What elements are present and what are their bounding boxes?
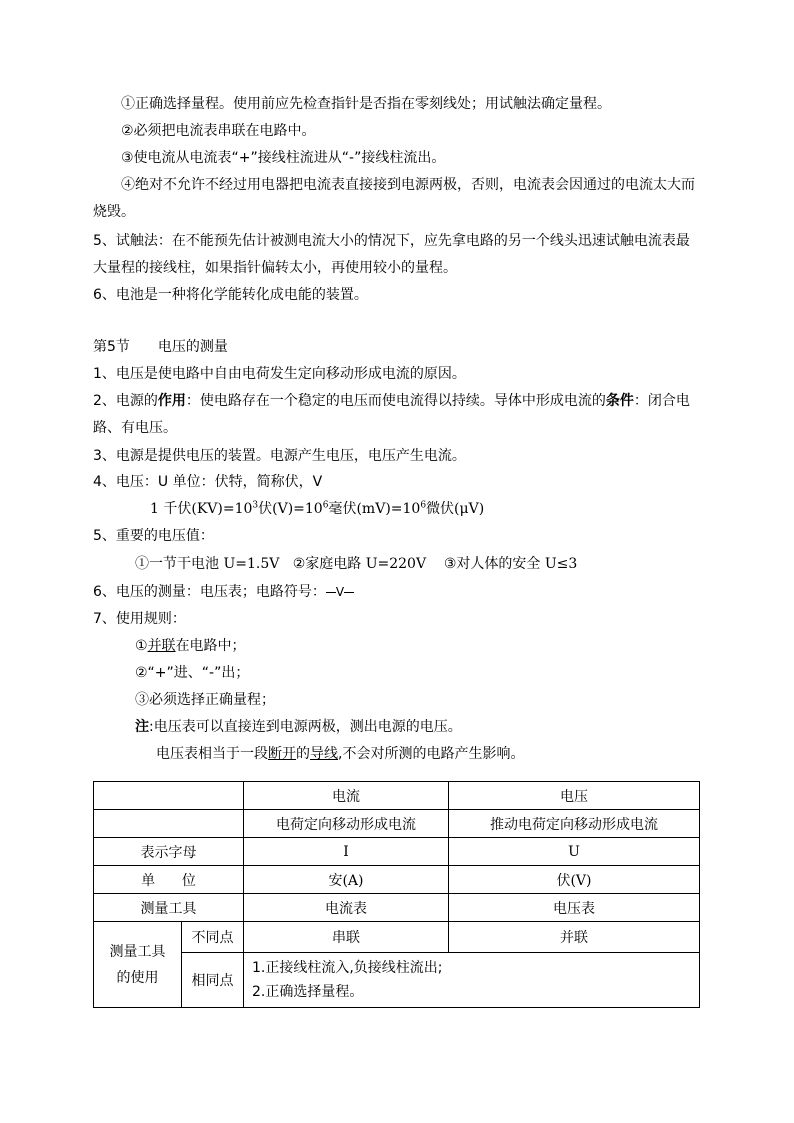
voltage-item-2-line1: [93, 392, 690, 410]
section-title: 电压的测量: [157, 339, 228, 355]
similarity-1: 1.正接线柱流入,负接线柱流出;: [252, 960, 443, 976]
table-row: [94, 782, 700, 810]
text-run: 微伏(μV): [426, 501, 485, 517]
voltage-item-7: 7、使用规则：: [93, 611, 186, 627]
voltage-item-3: 3、电源是提供电压的装置。电源产生电压，电压产生电流。: [93, 448, 466, 464]
text-run: 6、电压的测量：电压表；电路符号：: [93, 584, 326, 600]
exponent: 3: [252, 500, 259, 511]
table-row: [94, 866, 700, 894]
item-6: 6、电池是一种将化学能转化成电能的装置。: [93, 287, 368, 303]
keyword-function: 作用: [157, 393, 186, 409]
section-number: 第5节: [93, 339, 130, 355]
text-run: 2、电源的: [93, 393, 158, 409]
text-run: 的: [296, 746, 310, 762]
exponent: 6: [322, 500, 329, 511]
section-heading: [93, 338, 228, 356]
text-run: :电压表可以直接连到电源两极，测出电源的电压。: [149, 719, 462, 735]
text-run: 电压表相当于一段: [156, 746, 268, 762]
text-run: 在电路中；: [175, 638, 246, 654]
text-run: 1 千伏(KV)=10: [150, 501, 253, 517]
table-row: [94, 894, 700, 922]
table-row-label: 相同点: [182, 953, 244, 1008]
table-cell: 伏(V): [449, 866, 700, 894]
table-row-label: 单 位: [94, 866, 244, 894]
voltage-item-1: 1、电压是使电路中自由电荷发生定向移动形成电流的原因。: [93, 366, 466, 382]
keyword-wire: 导线: [310, 746, 338, 762]
table-cell: 电荷定向移动形成电流: [244, 810, 449, 838]
table-cell: U: [449, 838, 700, 866]
table-header-voltage: 电压: [449, 782, 700, 810]
table-cell: 电压表: [449, 894, 700, 922]
keyword-condition: 条件: [605, 393, 634, 409]
unit-conversion: [150, 500, 484, 518]
table-cell: 安(A): [244, 866, 449, 894]
text-run: ,不会对所测的电路产生影响。: [338, 746, 525, 762]
rule-item-4-line1: ④绝对不允许不经过用电器把电流表直接接到电源两极，否则，电流表会因通过的电流太大而: [121, 177, 695, 193]
table-cell: [94, 810, 244, 838]
table-row: [94, 838, 700, 866]
table-row-label: 不同点: [182, 922, 244, 953]
keyword-parallel: 并联: [147, 638, 176, 654]
table-row-label: 表示字母: [94, 838, 244, 866]
note-line-1: [135, 718, 462, 736]
table-cell: [94, 782, 244, 810]
voltmeter-symbol-icon: [326, 584, 354, 600]
voltage-item-2-line2: 路、有电压。: [93, 420, 177, 436]
voltage-item-4: 4、电压：U 单位：伏特，简称伏，V: [93, 474, 323, 490]
text-run: 伏(V)=10: [258, 501, 323, 517]
table-cell-similarities: [244, 953, 700, 1008]
usage-rule-3: ③必须选择正确量程；: [135, 692, 275, 708]
table-cell: I: [244, 838, 449, 866]
text-run: ①: [135, 638, 148, 654]
text-run: ：闭合电: [633, 393, 690, 409]
exponent: 6: [420, 500, 427, 511]
table-cell: 并联: [449, 922, 700, 953]
note-label: 注: [135, 719, 149, 735]
voltmeter-symbol-letter: V: [335, 585, 345, 599]
text-run: ：使电路存在一个稳定的电压而使电流得以持续。导体中形成电流的: [185, 393, 606, 409]
table-row: [94, 922, 700, 953]
note-line-2: [156, 745, 524, 763]
usage-rule-2: ②“+”进、“-”出；: [135, 665, 250, 681]
table-row-label: 测量工具的使用: [94, 922, 182, 1008]
item-5-line2: 大量程的接线柱，如果指针偏转太小，再使用较小的量程。: [93, 260, 457, 276]
usage-rule-1: [135, 637, 246, 655]
voltage-item-6: [93, 583, 354, 601]
table-cell: 电流表: [244, 894, 449, 922]
rule-item-1: ①正确选择量程。使用前应先检查指针是否指在零刻线处；用试触法确定量程。: [121, 96, 611, 112]
table-row: [94, 810, 700, 838]
similarity-2: 2.正确选择量程。: [252, 984, 364, 1000]
item-5-line1: 5、试触法：在不能预先估计被测电流大小的情况下，应先拿电路的另一个线头迅速试触电流表最: [93, 233, 690, 249]
table-row-label: 测量工具: [94, 894, 244, 922]
table-cell: 串联: [244, 922, 449, 953]
rule-item-3: ③使电流从电流表“+”接线柱流进从“-”接线柱流出。: [121, 150, 446, 166]
table-cell: 推动电荷定向移动形成电流: [449, 810, 700, 838]
table-row: [94, 953, 700, 1008]
current-voltage-comparison-table: [93, 781, 700, 1008]
voltage-item-5: 5、重要的电压值：: [93, 528, 214, 544]
table-header-current: 电流: [244, 782, 449, 810]
rule-item-2: ②必须把电流表串联在电路中。: [121, 123, 316, 139]
keyword-open: 断开: [268, 746, 296, 762]
important-voltage-values: ①一节干电池 U=1.5V ②家庭电路 U=220V ③对人体的安全 U≤3: [135, 556, 578, 572]
rule-item-4-line2: 烧毁。: [93, 204, 135, 220]
text-run: 毫伏(mV)=10: [328, 501, 421, 517]
